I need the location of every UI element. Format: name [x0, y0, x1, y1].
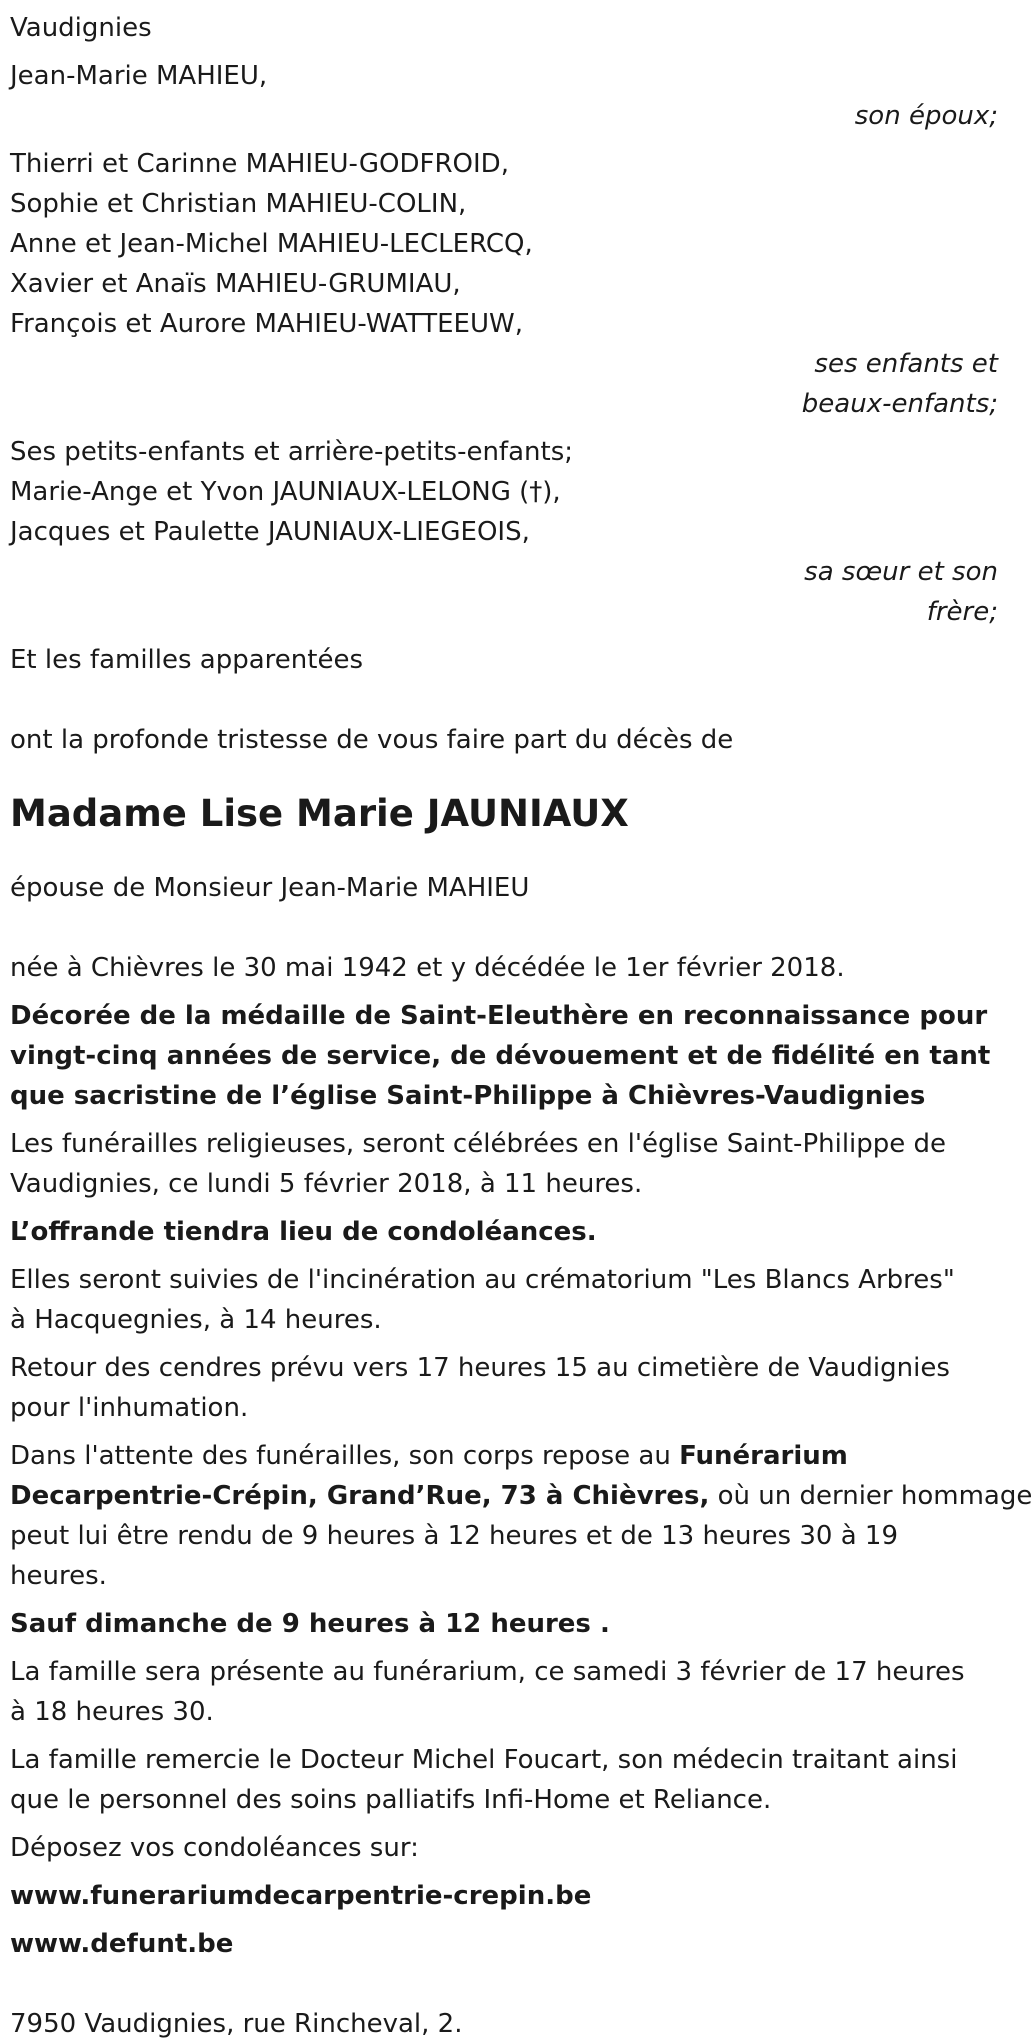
family-presence-line: à 18 heures 30.: [10, 1697, 214, 1727]
children-role-line2: beaux-enfants;: [801, 389, 998, 419]
decoration-paragraph: [10, 996, 1000, 1116]
family-presence-paragraph: [10, 1652, 1000, 1732]
thanks-line: La famille remercie le Docteur Michel Foucart, son médecin traitant ainsi: [10, 1745, 958, 1775]
thanks-paragraph: [10, 1740, 1000, 1820]
relative-line: Ses petits-enfants et arrière-petits-enfants;: [10, 437, 573, 467]
except-sunday-text: Sauf dimanche de 9 heures à 12 heures .: [10, 1609, 610, 1639]
child-couple: François et Aurore MAHIEU-WATTEEUW,: [10, 309, 523, 339]
spouse-of-text: épouse de Monsieur Jean-Marie MAHIEU: [10, 873, 530, 903]
funerarium-line-2: [10, 1476, 1032, 1516]
cremation-line: Elles seront suivies de l'incinération au crématorium "Les Blancs Arbres": [10, 1265, 955, 1295]
children-role-line1: ses enfants et: [814, 349, 998, 379]
ashes-paragraph: [10, 1348, 1000, 1428]
family-presence-line: La famille sera présente au funérarium, ce samedi 3 février de 17 heures: [10, 1657, 965, 1687]
siblings-role-line2: frère;: [926, 597, 998, 627]
thanks-line: que le personnel des soins palliatifs Infi-Home et Reliance.: [10, 1785, 772, 1815]
siblings-list: [10, 432, 1000, 552]
home-address: 7950 Vaudignies, rue Rincheval, 2.: [10, 2009, 463, 2039]
funeral-line: Les funérailles religieuses, seront célébrées en l'église Saint-Philippe de: [10, 1129, 947, 1159]
deceased-name: Madame Lise Marie JAUNIAUX: [10, 792, 629, 835]
funerarium-line-4: heures.: [10, 1561, 107, 1591]
siblings-role-line1: sa sœur et son: [804, 557, 998, 587]
spouse-role: son époux;: [854, 101, 998, 131]
ashes-line: pour l'inhumation.: [10, 1393, 249, 1423]
condolences-label: Déposez vos condoléances sur:: [10, 1833, 419, 1863]
funerarium-name-part1: Funérarium: [679, 1441, 848, 1471]
cremation-line: à Hacquegnies, à 14 heures.: [10, 1305, 382, 1335]
funerarium-paragraph: [10, 1436, 1032, 1596]
decoration-line: que sacristine de l’église Saint-Philippe à Chièvres-Vaudignies: [10, 1081, 926, 1111]
decoration-line: Décorée de la médaille de Saint-Eleuthère en reconnaissance pour: [10, 1001, 988, 1031]
announcement-text: ont la profonde tristesse de vous faire part du décès de: [10, 725, 734, 755]
child-couple: Sophie et Christian MAHIEU-COLIN,: [10, 189, 467, 219]
child-couple: Thierri et Carinne MAHIEU-GODFROID,: [10, 149, 509, 179]
spouse-name: Jean-Marie MAHIEU,: [10, 61, 268, 91]
child-couple: Xavier et Anaïs MAHIEU-GRUMIAU,: [10, 269, 461, 299]
funerarium-name-part2: Decarpentrie-Crépin, Grand’Rue, 73 à Chièvres,: [10, 1481, 710, 1511]
funeral-paragraph: [10, 1124, 1000, 1204]
defunt-website-link[interactable]: www.defunt.be: [10, 1929, 234, 1959]
funerarium-intro: Dans l'attente des funérailles, son corps repose au: [10, 1441, 680, 1471]
relative-line: Jacques et Paulette JAUNIAUX-LIEGEOIS,: [10, 517, 530, 547]
funerarium-line-3: peut lui être rendu de 9 heures à 12 heures et de 13 heures 30 à 19: [10, 1521, 898, 1551]
funerarium-website-link[interactable]: www.funerariumdecarpentrie-crepin.be: [10, 1881, 592, 1911]
cremation-paragraph: [10, 1260, 1000, 1340]
decoration-line: vingt-cinq années de service, de dévouement et de fidélité en tant: [10, 1041, 991, 1071]
ashes-line: Retour des cendres prévu vers 17 heures 15 au cimetière de Vaudignies: [10, 1353, 950, 1383]
funeral-line: Vaudignies, ce lundi 5 février 2018, à 11 heures.: [10, 1169, 643, 1199]
relative-line: Marie-Ange et Yvon JAUNIAUX-LELONG (†),: [10, 477, 561, 507]
related-families: Et les familles apparentées: [10, 645, 364, 675]
birth-death-text: née à Chièvres le 30 mai 1942 et y décédée le 1er février 2018.: [10, 953, 845, 983]
child-couple: Anne et Jean-Michel MAHIEU-LECLERCQ,: [10, 229, 533, 259]
offering-text: L’offrande tiendra lieu de condoléances.: [10, 1217, 597, 1247]
funerarium-tribute: où un dernier hommage: [709, 1481, 1032, 1511]
children-list: [10, 144, 1000, 344]
funerarium-line-1: [10, 1436, 1000, 1476]
header-place: Vaudignies: [10, 13, 152, 43]
